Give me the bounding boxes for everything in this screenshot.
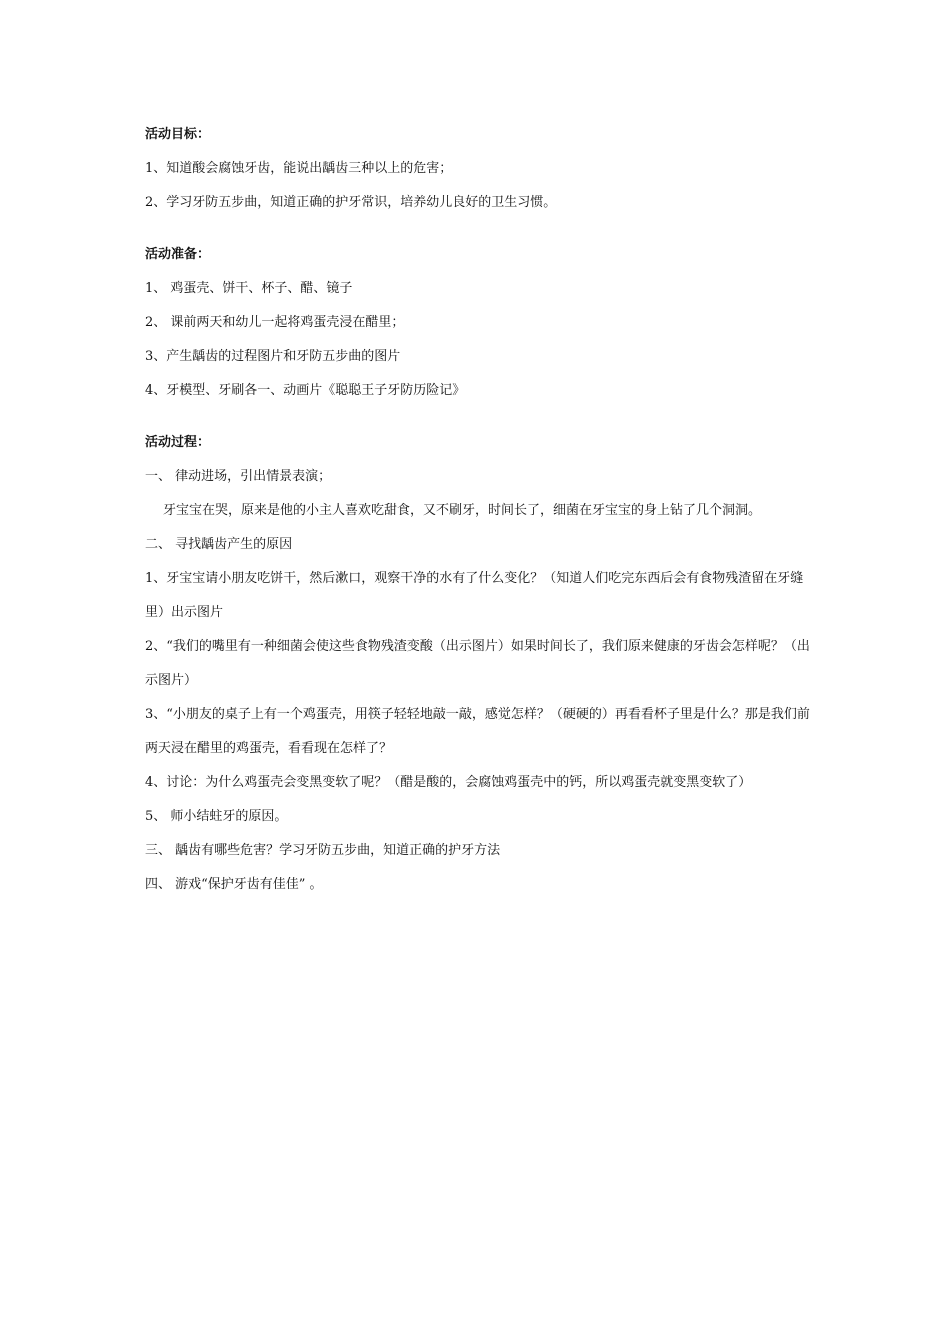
preparation-item-4: 4、牙模型、牙刷各一、动画片《聪聪王子牙防历险记》 xyxy=(145,383,466,398)
section-gap xyxy=(145,227,815,245)
process-step-4: 四、 游戏“保护牙齿有佳佳” 。 xyxy=(145,877,323,892)
process-sub-item-4: 4、讨论：为什么鸡蛋壳会变黑变软了呢？（醋是酸的，会腐蚀鸡蛋壳中的钙，所以鸡蛋壳就变黑变软了） xyxy=(145,775,752,790)
goal-item-1: 1、知道酸会腐蚀牙齿，能说出龋齿三种以上的危害； xyxy=(145,161,453,176)
document-body xyxy=(145,125,815,909)
goals-heading: 活动目标： xyxy=(145,127,211,142)
preparation-item-2: 2、 课前两天和幼儿一起将鸡蛋壳浸在醋里； xyxy=(145,315,405,330)
preparation-heading: 活动准备： xyxy=(145,247,211,262)
process-step-1-detail: 牙宝宝在哭，原来是他的小主人喜欢吃甜食，又不刷牙，时间长了，细菌在牙宝宝的身上钻了几个洞洞。 xyxy=(163,503,762,518)
process-heading: 活动过程： xyxy=(145,435,211,450)
section-gap xyxy=(145,415,815,433)
process-sub-item-1: 1、牙宝宝请小朋友吃饼干，然后漱口，观察干净的水有了什么变化？（知道人们吃完东西后会有食物残渣留在牙缝里）出示图片 xyxy=(145,571,804,620)
process-sub-item-5: 5、 师小结蛀牙的原因。 xyxy=(145,809,288,824)
process-sub-item-3: 3、“小朋友的桌子上有一个鸡蛋壳，用筷子轻轻地敲一敲，感觉怎样？（硬硬的）再看看杯子里是什么？那是我们前两天浸在醋里的鸡蛋壳，看看现在怎样了？ xyxy=(145,707,810,756)
preparation-item-1: 1、 鸡蛋壳、饼干、杯子、醋、镜子 xyxy=(145,281,353,296)
process-step-3: 三、 龋齿有哪些危害？学习牙防五步曲，知道正确的护牙方法 xyxy=(145,843,501,858)
process-sub-item-2: 2、“我们的嘴里有一种细菌会使这些食物残渣变酸（出示图片）如果时间长了，我们原来健康的牙齿会怎样呢？（出示图片） xyxy=(145,639,810,688)
process-step-1: 一、 律动进场，引出情景表演； xyxy=(145,469,332,484)
process-step-2: 二、 寻找龋齿产生的原因 xyxy=(145,537,293,552)
goal-item-2: 2、学习牙防五步曲，知道正确的护牙常识，培养幼儿良好的卫生习惯。 xyxy=(145,195,557,210)
preparation-item-3: 3、产生龋齿的过程图片和牙防五步曲的图片 xyxy=(145,349,401,364)
